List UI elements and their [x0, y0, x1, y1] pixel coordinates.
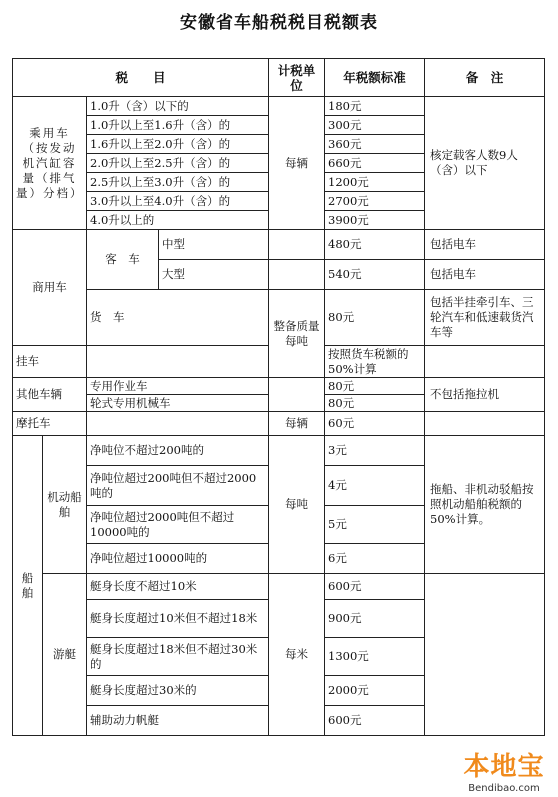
watermark-logo: 本地宝	[463, 752, 545, 782]
table-row	[13, 230, 545, 260]
item-label: 1.0升（含）以下的	[87, 97, 269, 116]
amount-cell: 300元	[325, 116, 425, 135]
item-label: 净吨位不超过200吨的	[87, 436, 269, 466]
table-row	[13, 412, 545, 436]
amount-cell: 60元	[325, 412, 425, 436]
item-label: 艇身长度不超过10米	[87, 574, 269, 600]
unit-per-vehicle: 每辆	[269, 97, 325, 230]
item-label: 大型	[159, 260, 269, 290]
item-label: 专用作业车	[87, 378, 269, 395]
watermark	[454, 746, 554, 794]
item-label: 2.0升以上至2.5升（含）的	[87, 154, 269, 173]
amount-cell: 80元	[325, 395, 425, 412]
note-motor-vessel: 拖船、非机动驳船按照机动船舶税额的50%计算。	[425, 436, 545, 574]
note-truck: 包括半挂牵引车、三轮汽车和低速载货汽车等	[425, 290, 545, 346]
item-label: 艇身长度超过30米的	[87, 676, 269, 706]
note-cell: 包括电车	[425, 230, 545, 260]
item-label: 3.0升以上至4.0升（含）的	[87, 192, 269, 211]
table-header-row	[13, 59, 545, 97]
amount-cell: 6元	[325, 544, 425, 574]
unit-per-meter: 每米	[269, 574, 325, 736]
table-row	[13, 574, 545, 600]
note-passenger-car: 核定载客人数9人（含）以下	[425, 97, 545, 230]
amount-cell: 900元	[325, 600, 425, 638]
item-label: 艇身长度超过18米但不超过30米的	[87, 638, 269, 676]
amount-cell: 3900元	[325, 211, 425, 230]
amount-cell: 1300元	[325, 638, 425, 676]
category-ship: 船 舶	[13, 436, 43, 736]
item-label: 净吨位超过200吨但不超过2000吨的	[87, 466, 269, 506]
item-label: 轮式专用机械车	[87, 395, 269, 412]
category-trailer: 挂车	[13, 346, 87, 378]
amount-cell: 按照货车税额的50%计算	[325, 346, 425, 378]
amount-cell: 5元	[325, 506, 425, 544]
header-item: 税 目	[13, 59, 269, 97]
table-row	[13, 436, 545, 466]
note-cell-empty	[425, 574, 545, 736]
note-cell: 包括电车	[425, 260, 545, 290]
unit-cell-empty	[269, 260, 325, 290]
subcategory-motor-vessel: 机动船舶	[43, 436, 87, 574]
category-passenger-car: 乘用车（按发动机汽缸容量（排气量）分档）	[13, 97, 87, 230]
category-commercial-vehicle: 商用车	[13, 230, 87, 346]
subcategory-bus: 客 车	[87, 230, 159, 290]
note-other-vehicle: 不包括拖拉机	[425, 378, 545, 412]
amount-cell: 1200元	[325, 173, 425, 192]
watermark-url: Bendibao.com	[468, 783, 540, 794]
amount-cell: 80元	[325, 378, 425, 395]
item-label: 1.0升以上至1.6升（含）的	[87, 116, 269, 135]
item-label-empty	[87, 346, 269, 378]
amount-cell: 80元	[325, 290, 425, 346]
amount-cell: 3元	[325, 436, 425, 466]
item-label: 净吨位超过2000吨但不超过10000吨的	[87, 506, 269, 544]
unit-per-ton: 每吨	[269, 436, 325, 574]
item-label: 辅助动力帆艇	[87, 706, 269, 736]
subcategory-truck: 货 车	[87, 290, 269, 346]
subcategory-yacht: 游艇	[43, 574, 87, 736]
unit-per-ton-weight: 整备质量每吨	[269, 290, 325, 378]
item-label: 4.0升以上的	[87, 211, 269, 230]
amount-cell: 360元	[325, 135, 425, 154]
item-label-empty	[87, 412, 269, 436]
header-standard: 年税额标准	[325, 59, 425, 97]
amount-cell: 4元	[325, 466, 425, 506]
amount-cell: 600元	[325, 706, 425, 736]
amount-cell: 180元	[325, 97, 425, 116]
note-cell-empty	[425, 412, 545, 436]
unit-cell-empty	[269, 378, 325, 412]
page-title: 安徽省车船税税目税额表	[180, 13, 378, 33]
amount-cell: 540元	[325, 260, 425, 290]
category-motorcycle: 摩托车	[13, 412, 87, 436]
table-row	[13, 97, 545, 116]
unit-cell-empty	[269, 230, 325, 260]
category-other-vehicle: 其他车辆	[13, 378, 87, 412]
unit-per-vehicle: 每辆	[269, 412, 325, 436]
item-label: 1.6升以上至2.0升（含）的	[87, 135, 269, 154]
amount-cell: 2000元	[325, 676, 425, 706]
table-row	[13, 290, 545, 346]
header-unit: 计税单位	[269, 59, 325, 97]
item-label: 2.5升以上至3.0升（含）的	[87, 173, 269, 192]
amount-cell: 480元	[325, 230, 425, 260]
note-cell-empty	[425, 346, 545, 378]
header-note: 备 注	[425, 59, 545, 97]
tax-table	[12, 58, 545, 736]
amount-cell: 600元	[325, 574, 425, 600]
item-label: 艇身长度超过10米但不超过18米	[87, 600, 269, 638]
table-row	[13, 378, 545, 395]
amount-cell: 2700元	[325, 192, 425, 211]
item-label: 中型	[159, 230, 269, 260]
item-label: 净吨位超过10000吨的	[87, 544, 269, 574]
amount-cell: 660元	[325, 154, 425, 173]
